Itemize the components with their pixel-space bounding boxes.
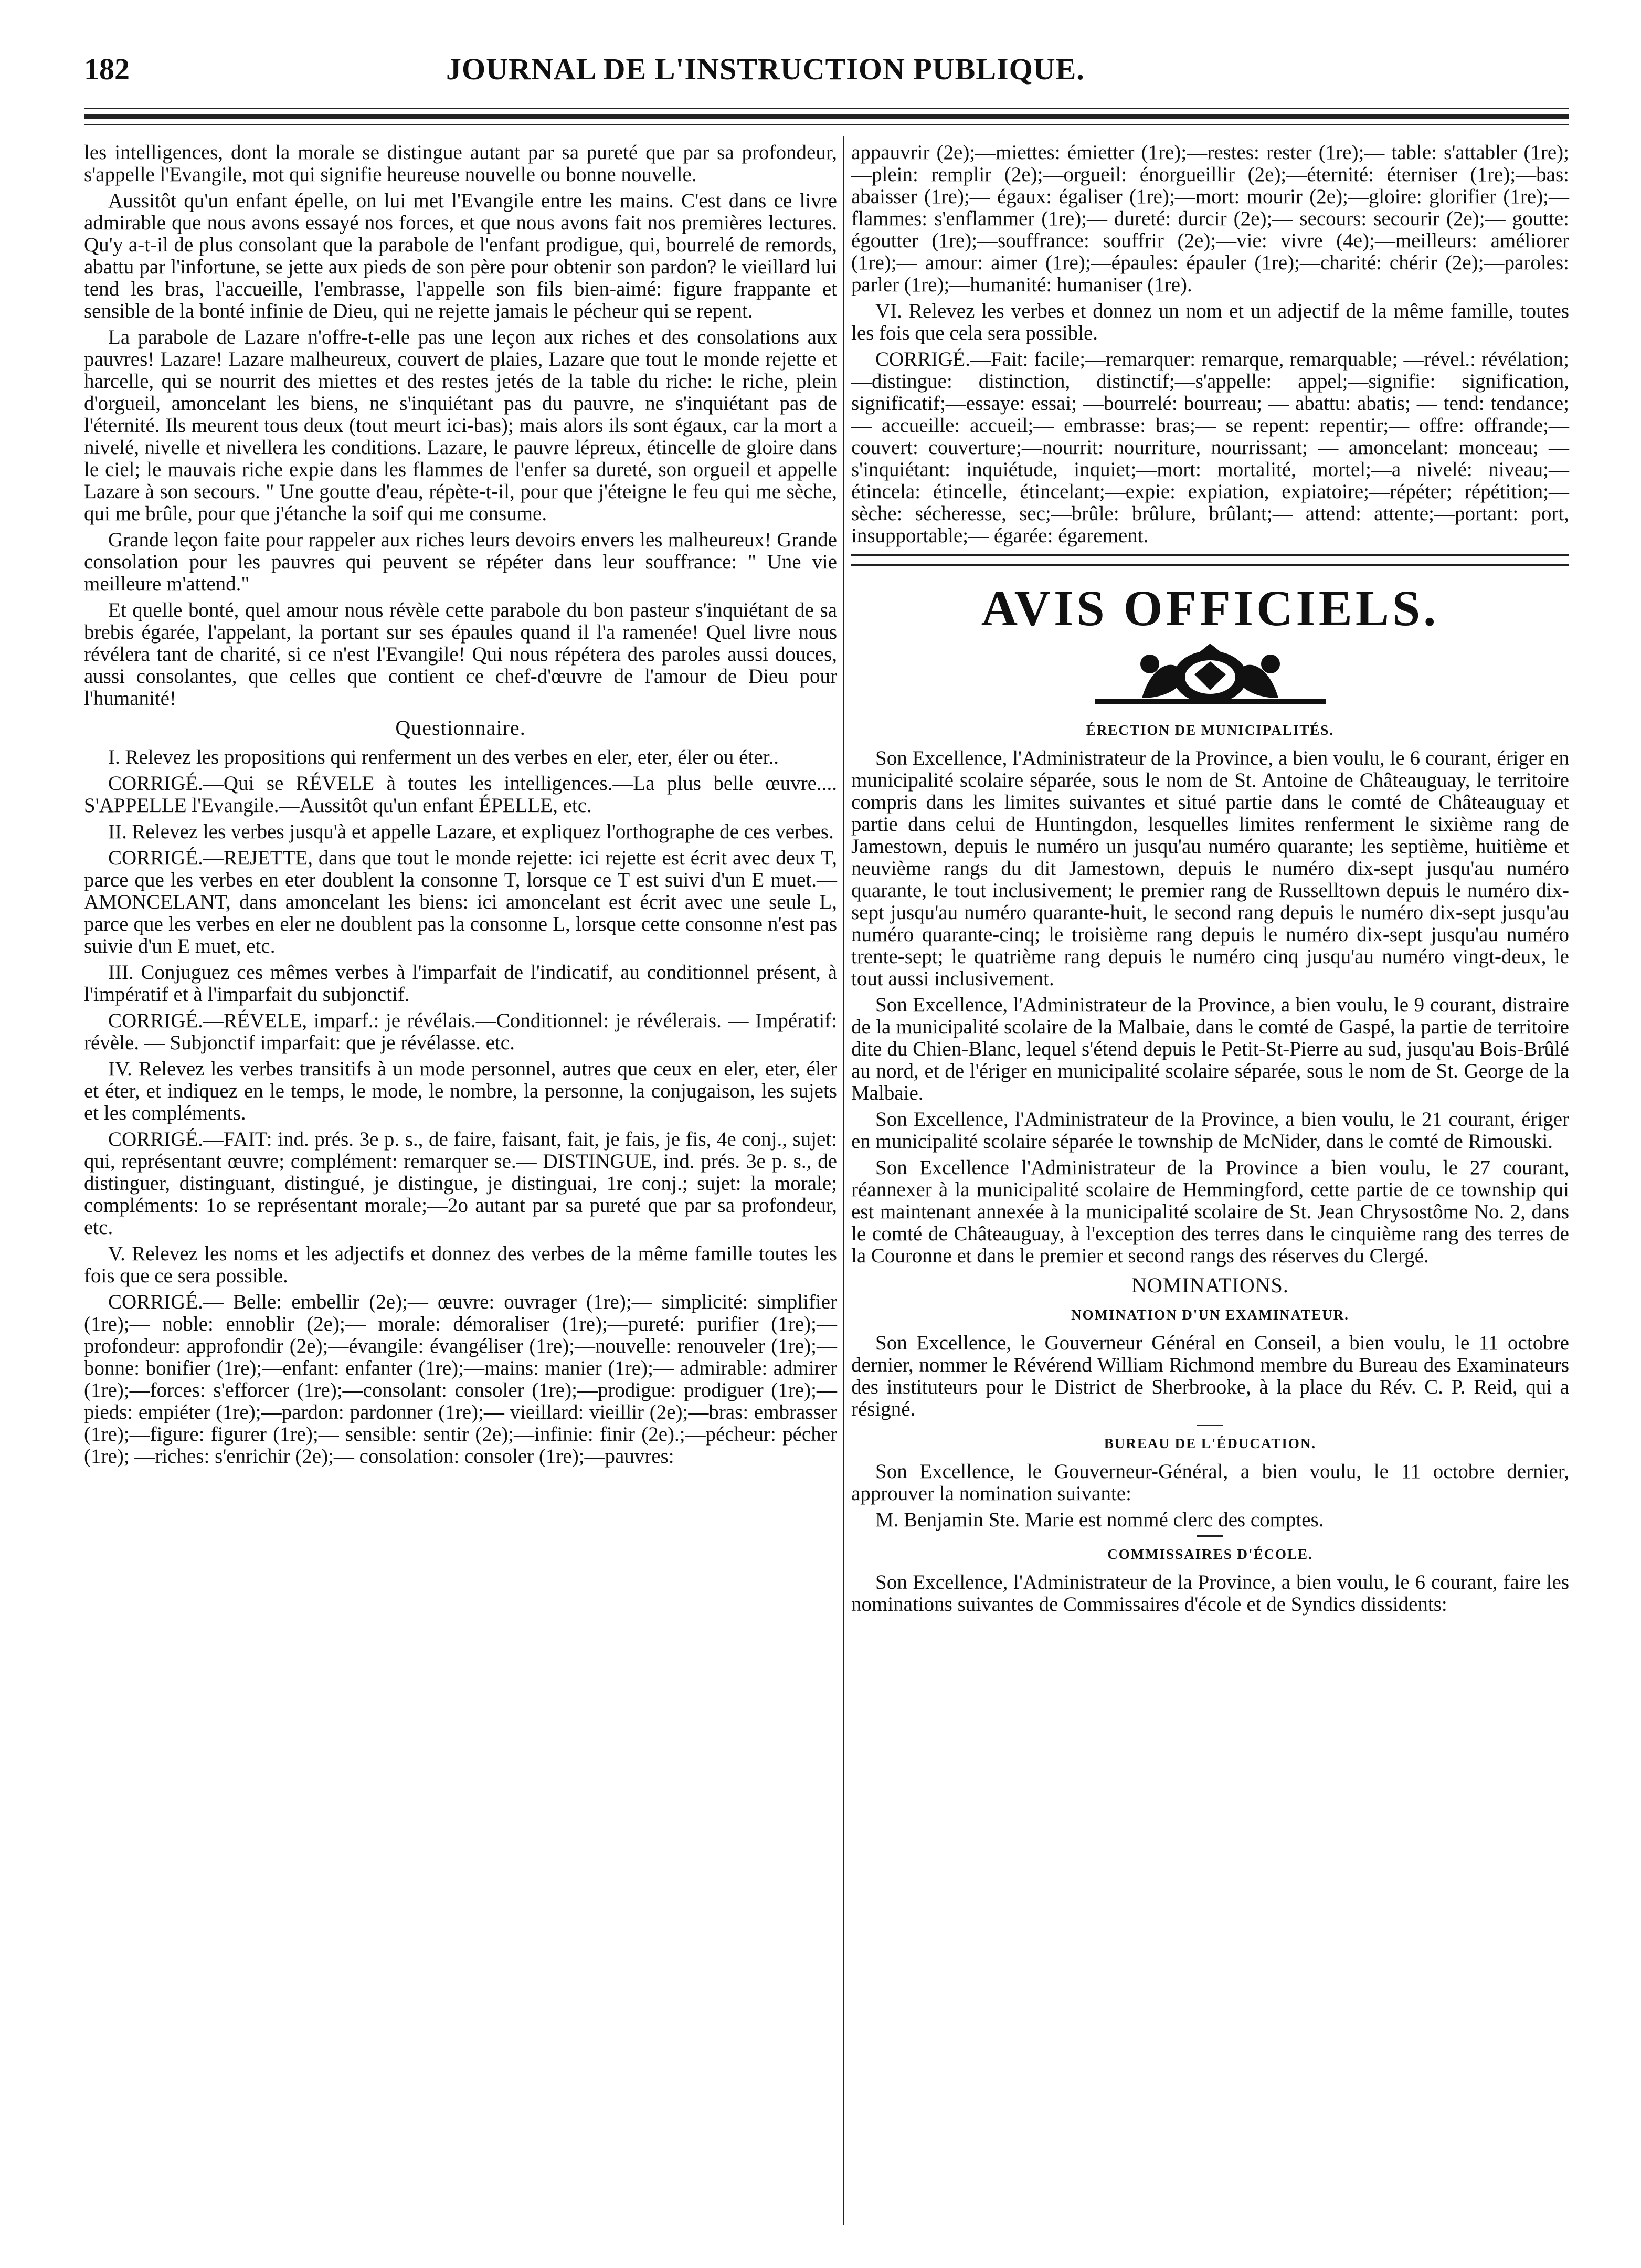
paragraph: La parabole de Lazare n'offre-t-elle pas une leçon aux riches et des consolations aux pauvres! Lazare! Lazare malheureux, couvert de plaies, Lazare que tout le monde rejette et harcelle, qui se nourrit des miettes et des restes jetés de la table du riche: le riche, plein d'orgueil, amoncelant les biens, ne s'inquiétant pas du pauvre, ne s'inquiétant pas de l'éternité. Ils meurent tous deux (tout meurt ici-bas); mais alors ils sont égaux, car la mort a nivelé, nivelle et nivellera les conditions. Lazare, le pauvre lépreux, étincelle de gloire dans le ciel; le mauvais riche expie dans les flammes de l'enfer sa dureté, son orgueil et appelle Lazare à son secours. " Une goutte d'eau, répète-t-il, pour que j'éteigne le feu qui me sèche, qui me brûle, pour que j'étanche la soif qui me consume. [84, 326, 837, 525]
question: I. Relevez les propositions qui renferment un des verbes en eler, eter, éler ou éter.. [108, 746, 779, 768]
answer: CORRIGÉ.— Belle: embellir (2e);— œuvre: ouvrager (1re);— simplicité: simplifier (1re);— noble: ennoblir (2e);— morale: démoraliser (1re);—pureté: purifier (1re);—profondeur: approfondir (2e);—évangile: évangéliser (1re);—nouvelle: renouveler (1re);—bonne: bonifier (1re);—enfant: enfanter (1re);—mains: manier (1re);— admirable: admirer (1re);—forces: s'efforcer (1re);—consolant: consoler (1re);—prodigue: prodiguer (1re);— pieds: empiéter (1re);—pardon: pardonner (1re);— vieillard: vieillir (2e);—bras: embrasser (1re);—figure: figurer (1re);— sensible: sentir (2e);—infinie: finir (2e).;—pécheur: pécher (1re); —riches: s'enrichir (2e);— consolation: consoler (1re);—pauvres: [84, 1291, 837, 1468]
paragraph: Grande leçon faite pour rappeler aux riches leurs devoirs envers les malheureux! Grande consolation pour les pauvres qui peuvent se répéter dans leur souffrance: " Une vie meilleure m'attend." [84, 529, 837, 595]
short-rule [1197, 1425, 1223, 1426]
nominations-heading: NOMINATIONS. [1131, 1273, 1289, 1297]
section-rule [851, 554, 1569, 566]
avis-paragraph: Son Excellence l'Administrateur de la Province a bien voulu, le 27 courant, réannexer à la municipalité scolaire de Hemmingford, cette partie de ce township qui est maintenant annexée à la municipalité scolaire de St. Jean Chrysostôme No. 2, dans le comté de Châteauguay, à l'exception des terres dans le cinquième rang des terres de la Couronne et dans le premier et second rangs des réserves du Clergé. [851, 1156, 1569, 1267]
right-column [851, 142, 1569, 1620]
answer-continued: appauvrir (2e);—miettes: émietter (1re);—restes: rester (1re);— table: s'attabler (1re);—plein: remplir (2e);—orgueil: énorgueillir (2e);—éternité: éterniser (1re);—bas: abaisser (1re);— égaux: égaliser (1re);—mort: mourir (2e);—gloire: glorifier (1re);—flammes: s'enflammer (1re);— dureté: durcir (2e);— secours: secourir (2e);— goutte: égoutter (1re);—souffrance: souffrir (2e);—vie: vivre (4e);—meilleurs: améliorer (1re);— amour: aimer (1re);—épaules: épauler (1re);—charité: chérir (2e);—paroles: parler (1re);—humanité: humaniser (1re). [851, 141, 1569, 296]
column-divider [843, 136, 844, 2225]
paragraph: Aussitôt qu'un enfant épelle, on lui met l'Evangile entre les mains. C'est dans ce livre admirable que nous avons essayé nos forces, et que nous avons fait nos premières lectures. Qu'y a-t-il de plus consolant que la parabole de l'enfant prodigue, qui, bourrelé de remords, abattu par l'infortune, se jette aux pieds de son père pour obtenir son pardon? le vieillard lui tend les bras, l'accueille, l'embrasse, l'appelle son fils bien-aimé: figure frappante et sensible de la bonté infinie de Dieu, qui ne rejette jamais le pécheur qui se repent. [84, 189, 837, 322]
nomination-paragraph: Son Excellence, le Gouverneur Général en Conseil, a bien voulu, le 11 octobre dernier, nommer le Révérend William Richmond membre du Bureau des Examinateurs des instituteurs pour le District de Sherbrooke, à la place du Rév. C. P. Reid, qui a résigné. [851, 1332, 1569, 1420]
question: III. Conjuguez ces mêmes verbes à l'imparfait de l'indicatif, au conditionnel présent, à l'impératif et à l'imparfait du subjonctif. [84, 961, 837, 1006]
question: II. Relevez les verbes jusqu'à et appelle Lazare, et expliquez l'orthographe de ces verbes. [108, 820, 834, 843]
question: IV. Relevez les verbes transitifs à un mode personnel, autres que ceux en eler, eter, éler et éter, et indiquez en le temps, le mode, le nombre, la personne, la conjugaison, les sujets et les compléments. [84, 1058, 837, 1124]
coat-of-arms-icon [1063, 640, 1357, 709]
page-header [84, 37, 1569, 100]
page-number: 182 [84, 52, 130, 86]
question: VI. Relevez les verbes et donnez un nom et un adjectif de la même famille, toutes les fois que cela sera possible. [851, 300, 1569, 344]
nomination-paragraph: M. Benjamin Ste. Marie est nommé clerc des comptes. [875, 1509, 1324, 1531]
bureau-heading: BUREAU DE L'ÉDUCATION. [1104, 1436, 1317, 1451]
examinateur-heading: NOMINATION D'UN EXAMINATEUR. [1071, 1307, 1349, 1323]
avis-officiels-title: AVIS OFFICIELS. [981, 580, 1439, 636]
journal-page [84, 37, 1569, 2241]
commissaires-heading: COMMISSAIRES D'ÉCOLE. [1107, 1546, 1313, 1562]
journal-title: JOURNAL DE L'INSTRUCTION PUBLIQUE. [446, 52, 1085, 86]
nomination-paragraph: Son Excellence, l'Administrateur de la Province, a bien voulu, le 6 courant, faire les nominations suivantes de Commissaires d'école et de Syndics dissidents: [851, 1571, 1569, 1616]
nomination-paragraph: Son Excellence, le Gouverneur-Général, a bien voulu, le 11 octobre dernier, approuver la nomination suivante: [851, 1460, 1569, 1505]
avis-paragraph: Son Excellence, l'Administrateur de la Province, a bien voulu, le 6 courant, ériger en municipalité scolaire séparée, sous le nom de St. Antoine de Châteauguay, le territoire compris dans les limites suivantes et situé partie dans le comté de Châteauguay et partie dans celui de Huntingdon, lesquelles limites renferment le sixième rang de Jamestown, depuis le numéro un jusqu'au numéro quarante; les septième, huitième et neuvième rangs du dit Jamestown, depuis le numéro dix-sept jusqu'au numéro quarante, le tout inclusivement; le premier rang de Russelltown depuis le numéro dix-sept jusqu'au numéro quarante-huit, le second rang depuis le numéro dix-sept jusqu'au numéro quarante-cinq; le troisième rang depuis le numéro dix-sept jusqu'au numéro trente-sept; le quatrième rang depuis le numéro cinq jusqu'au numéro vingt-deux, le tout aussi inclusivement. [851, 747, 1569, 990]
header-rule-thick [84, 114, 1569, 119]
avis-paragraph: Son Excellence, l'Administrateur de la Province, a bien voulu, le 9 courant, distraire de la municipalité scolaire de la Malbaie, dans le comté de Gaspé, la partie de territoire dite du Chien-Blanc, lequel s'étend depuis le Petit-St-Pierre au sud, jusqu'au Bois-Brûlé au nord, et de l'ériger en municipalité scolaire séparée, sous le nom de St. George de la Malbaie. [851, 994, 1569, 1104]
header-rule [84, 108, 1569, 109]
answer: CORRIGÉ.—REJETTE, dans que tout le monde rejette: ici rejette est écrit avec deux T, parce que les verbes en eter doublent la consonne T, lorsque ce T est suivi d'un E muet.—AMONCELANT, dans amoncelant les biens: ici amoncelant est écrit avec une seule L, parce que les verbes en eler ne doublent pas la consonne L, lorsque cette consonne n'est pas suivie d'un E muet, etc. [84, 847, 837, 957]
answer: CORRIGÉ.—Qui se RÉVELE à toutes les intelligences.—La plus belle œuvre.... S'APPELLE l'Evangile.—Aussitôt qu'un enfant ÉPELLE, etc. [84, 772, 837, 817]
answer: CORRIGÉ.—Fait: facile;—remarquer: remarque, remarquable; —rével.: révélation;—distingue: distinction, distinctif;—s'appelle: appel;—signifie: signification, significatif;—essaye: essai; —bourrelé: bourreau; — abattu: abatis; — tend: tendance;— accueille: accueil;— embrasse: bras;— se repent: repentir;— offre: offrande;—couvert: couverture;—nourrit: nourriture, nourrissant; — amoncelant: monceau; — s'inquiétant: inquiétude, inquiet;—mort: mortalité, mortel;—a nivelé: niveau;—étincela: étincelle, étincelant;—expie: expiation, expiatoire;—répéter; répétition;—sèche: sécheresse, sec;—brûle: brûlure, brûlant;— attend: attente;—portant: port, insupportable;— égarée: égarement. [851, 348, 1569, 547]
questionnaire-title: Questionnaire. [395, 716, 526, 740]
answer: CORRIGÉ.—RÉVELE, imparf.: je révélais.—Conditionnel: je révélerais. — Impératif: révèle. — Subjonctif imparfait: que je révélasse. etc. [84, 1009, 837, 1054]
paragraph: Et quelle bonté, quel amour nous révèle cette parabole du bon pasteur s'inquiétant de sa brebis égarée, l'appelant, la portant sur ses épaules quand il l'a ramenée! Quel livre nous révélera tant de charité, si ce n'est l'Evangile! Qui nous répétera des paroles aussi douces, aussi consolantes, que celles que contient ce chef-d'œuvre de l'amour de Dieu pour l'humanité! [84, 599, 837, 710]
answer: CORRIGÉ.—FAIT: ind. prés. 3e p. s., de faire, faisant, fait, je fais, je fis, 4e conj., sujet: qui, représentant œuvre; complément: remarquer se.— DISTINGUE, ind. prés. 3e p. s., de distinguer, distinguant, distingué, je distingue, je distinguai, 1re conj.; sujet: la morale; compléments: 1o se représentant morale;—2o autant par sa pureté que par sa profondeur, etc. [84, 1128, 837, 1239]
left-column [84, 142, 837, 1472]
header-rule-thin [84, 124, 1569, 125]
avis-paragraph: Son Excellence, l'Administrateur de la Province, a bien voulu, le 21 courant, ériger en municipalité scolaire séparée le township de McNider, dans le comté de Rimouski. [851, 1108, 1569, 1153]
short-rule [1197, 1535, 1223, 1537]
paragraph: les intelligences, dont la morale se distingue autant par sa pureté que par sa profondeur, s'appelle l'Evangile, mot qui signifie heureuse nouvelle ou bonne nouvelle. [84, 141, 837, 186]
question: V. Relevez les noms et les adjectifs et donnez des verbes de la même famille toutes les fois que ce sera possible. [84, 1242, 837, 1287]
erection-heading: ÉRECTION DE MUNICIPALITÉS. [1086, 722, 1335, 738]
